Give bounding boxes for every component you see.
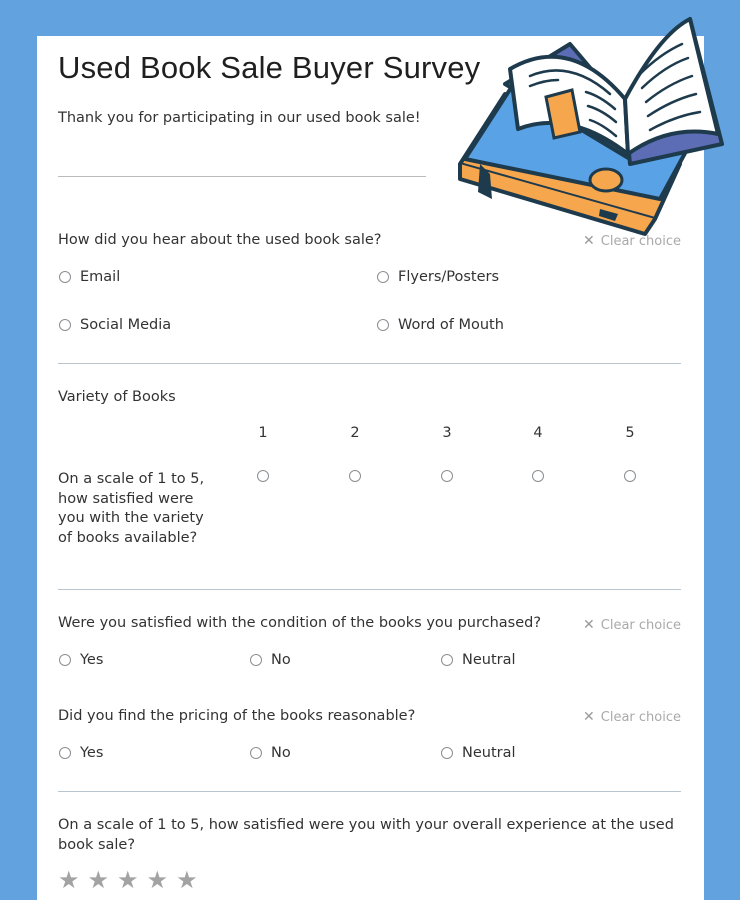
- star-icon[interactable]: ★: [176, 866, 198, 894]
- star-icon[interactable]: ★: [87, 866, 110, 894]
- q4-option-no[interactable]: [250, 745, 291, 761]
- q2-radio-2[interactable]: [349, 470, 361, 482]
- option-label: Yes: [80, 652, 104, 668]
- close-icon: ✕: [583, 233, 595, 249]
- star-rating[interactable]: [58, 868, 198, 892]
- q3-clear-choice[interactable]: [583, 617, 681, 633]
- radio-button[interactable]: [250, 747, 262, 759]
- option-label: Social Media: [80, 317, 172, 333]
- scale-header-4: 4: [533, 425, 543, 441]
- divider: [58, 791, 681, 792]
- scale-header-5: 5: [625, 425, 635, 441]
- books-illustration: [450, 14, 730, 239]
- q1-option-email[interactable]: [59, 269, 120, 285]
- divider: [58, 363, 681, 364]
- option-label: Flyers/Posters: [398, 269, 500, 285]
- q2-radio-3[interactable]: [441, 470, 453, 482]
- q3-option-no[interactable]: [250, 652, 291, 668]
- q2-label: Variety of Books: [58, 389, 176, 405]
- q1-option-flyers[interactable]: [377, 269, 499, 285]
- option-label: No: [271, 652, 291, 668]
- radio-button[interactable]: [59, 654, 71, 666]
- radio-button[interactable]: [377, 271, 389, 283]
- radio-button[interactable]: [59, 271, 71, 283]
- q1-option-word-of-mouth[interactable]: [377, 317, 504, 333]
- q3-label: Were you satisfied with the condition of the books you purchased?: [58, 615, 542, 631]
- q4-option-yes[interactable]: [59, 745, 103, 761]
- q4-clear-label: Clear choice: [600, 709, 681, 725]
- radio-button[interactable]: [441, 747, 453, 759]
- text-answer-line[interactable]: [58, 176, 426, 177]
- page-subtitle: Thank you for participating in our used book sale!: [58, 110, 421, 126]
- close-icon: ✕: [583, 617, 595, 633]
- q4-option-neutral[interactable]: [441, 745, 516, 761]
- radio-button[interactable]: [59, 319, 71, 331]
- option-label: Neutral: [462, 745, 516, 761]
- q2-radio-1[interactable]: [257, 470, 269, 482]
- radio-button[interactable]: [59, 747, 71, 759]
- star-icon[interactable]: ★: [146, 866, 169, 894]
- scale-header-2: 2: [350, 425, 360, 441]
- radio-button[interactable]: [250, 654, 262, 666]
- scale-header-3: 3: [442, 425, 452, 441]
- q2-row-label: On a scale of 1 to 5, how satisfied were you with the variety of books available?: [58, 471, 205, 546]
- radio-button[interactable]: [377, 319, 389, 331]
- q3-option-neutral[interactable]: [441, 652, 516, 668]
- q2-radio-4[interactable]: [532, 470, 544, 482]
- q3-option-yes[interactable]: [59, 652, 103, 668]
- q1-label: How did you hear about the used book sale?: [58, 232, 382, 248]
- q4-label: Did you find the pricing of the books reasonable?: [58, 708, 416, 724]
- option-label: Yes: [80, 745, 104, 761]
- option-label: Email: [80, 269, 121, 285]
- star-icon[interactable]: ★: [117, 866, 139, 894]
- option-label: Word of Mouth: [398, 317, 504, 333]
- divider: [58, 589, 681, 590]
- star-icon[interactable]: ★: [58, 866, 80, 894]
- option-label: No: [271, 745, 291, 761]
- radio-button[interactable]: [441, 654, 453, 666]
- close-icon: ✕: [583, 709, 595, 725]
- q1-clear-label: Clear choice: [600, 233, 681, 249]
- q5-label: On a scale of 1 to 5, how satisfied were you with your overall experience at the used book sale?: [58, 817, 674, 853]
- scale-header-1: 1: [258, 425, 268, 441]
- q4-clear-choice[interactable]: [583, 709, 681, 725]
- option-label: Neutral: [462, 652, 516, 668]
- q2-radio-5[interactable]: [624, 470, 636, 482]
- q3-clear-label: Clear choice: [600, 617, 681, 633]
- q1-option-social-media[interactable]: [59, 317, 171, 333]
- page-title: Used Book Sale Buyer Survey: [58, 50, 481, 85]
